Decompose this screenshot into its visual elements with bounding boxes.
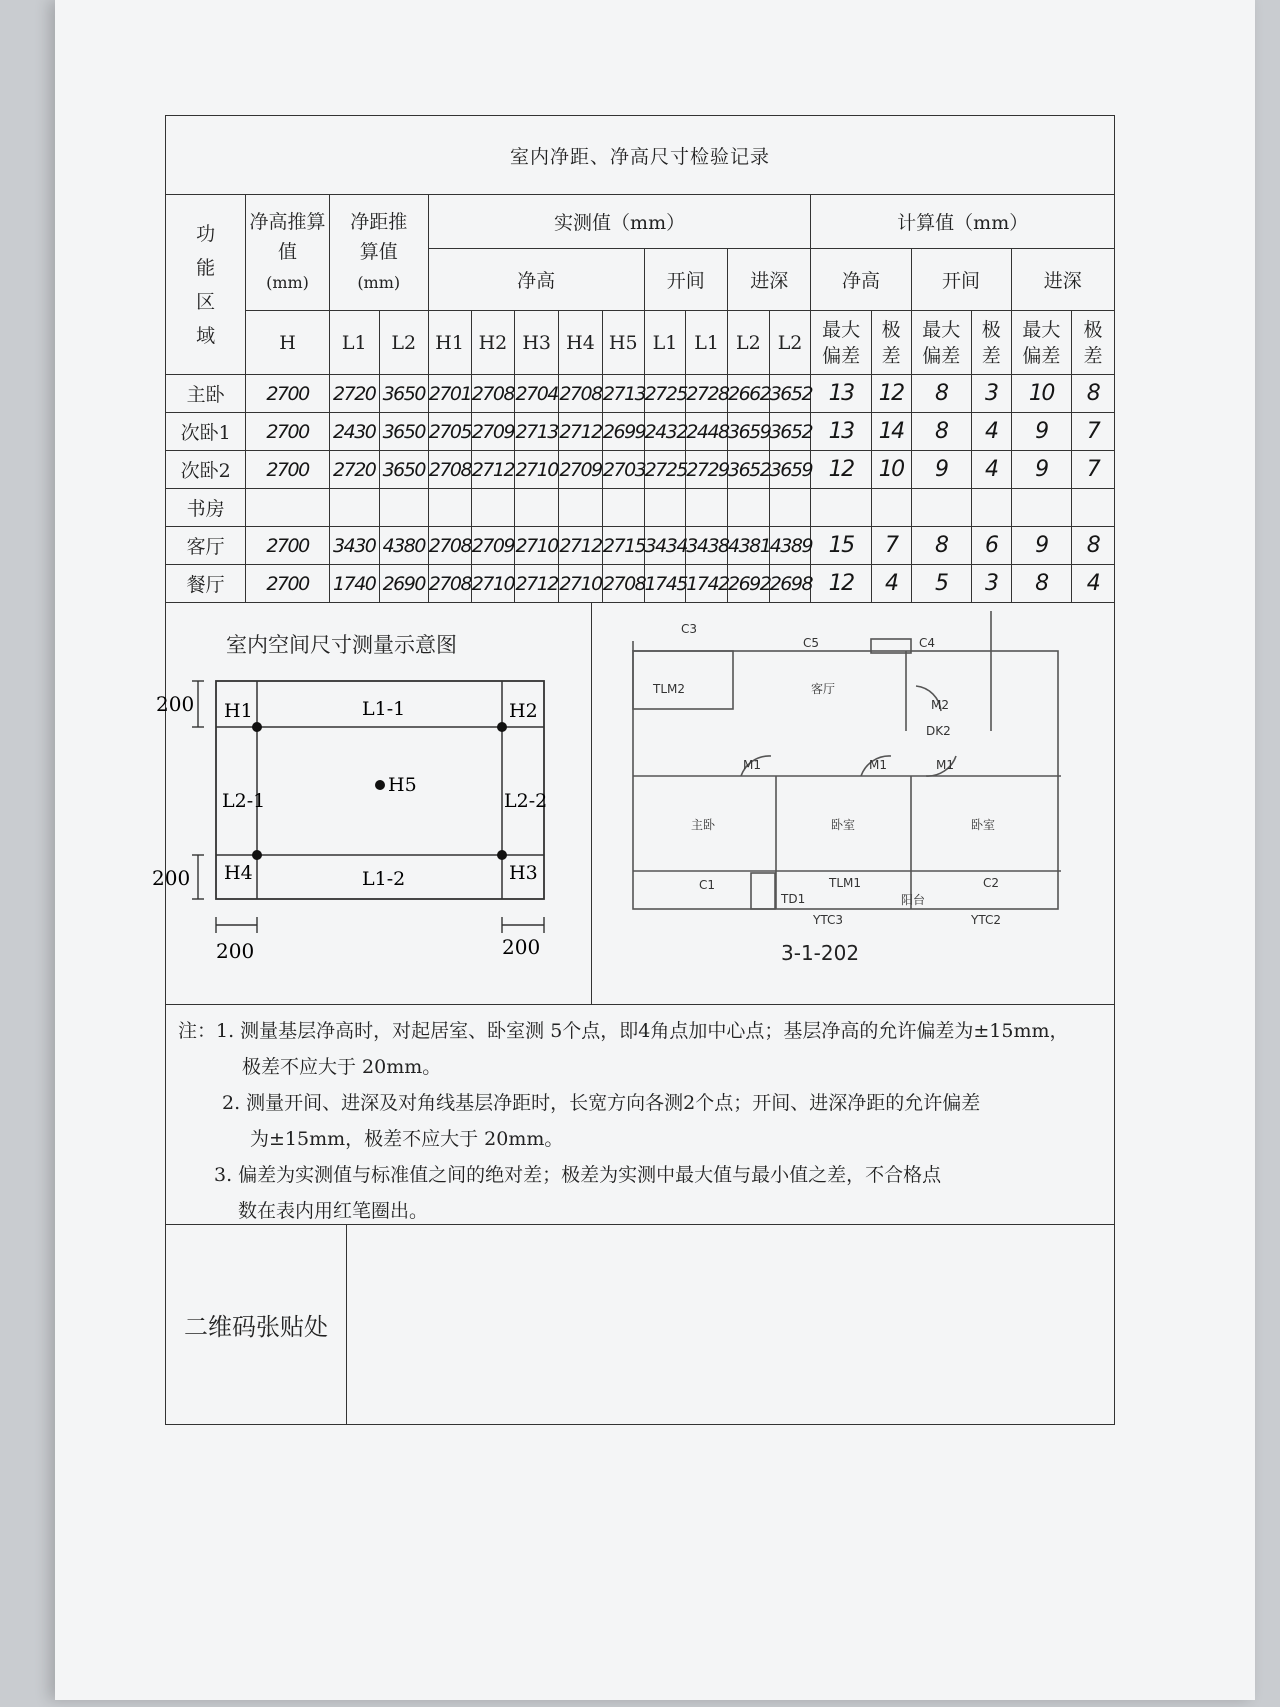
row-value-cell: 2708 (428, 451, 471, 489)
dim-right-label: 200 (502, 935, 541, 959)
measure-diagram (152, 603, 592, 1005)
point-h1 (252, 722, 262, 732)
row-value-cell: 2709 (471, 413, 515, 451)
row-value-cell: 8 (911, 527, 971, 565)
row-value-cell (329, 489, 379, 527)
plan-label-c4: C4 (919, 636, 936, 650)
col-h1: H1 (428, 311, 471, 375)
row-value-cell: 2705 (428, 413, 471, 451)
plan-label-td1: TD1 (781, 892, 806, 906)
computed-header: 计算值（mm） (811, 195, 1115, 249)
measured-header: 实测值（mm） (428, 195, 811, 249)
row-value-cell: 15 (811, 527, 871, 565)
row-value-cell: 3652 (728, 451, 770, 489)
row-value-cell: 2713 (515, 413, 559, 451)
row-value-cell: 2710 (471, 565, 515, 603)
table-row (166, 451, 1115, 489)
col-bay-range: 极差 (971, 311, 1011, 375)
row-value-cell: 2430 (329, 413, 379, 451)
row-value-cell: 9 (911, 451, 971, 489)
row-value-cell: 2699 (602, 413, 644, 451)
row-value-cell: 10 (1011, 375, 1071, 413)
row-value-cell (1072, 489, 1115, 527)
row-value-cell: 8 (1072, 375, 1115, 413)
row-area-label: 次卧2 (166, 451, 246, 489)
row-value-cell: 3434 (644, 527, 686, 565)
col-m-l2b: L2 (769, 311, 811, 375)
row-value-cell: 2704 (515, 375, 559, 413)
row-value-cell: 7 (1072, 413, 1115, 451)
row-value-cell: 8 (1011, 565, 1071, 603)
row-value-cell: 3652 (769, 413, 811, 451)
dim-top-label: 200 (156, 692, 195, 716)
note-3: 3. 偏差为实测值与标准值之间的绝对差；极差为实测中最大值与最小值之差，不合格点 (214, 1164, 942, 1186)
col-l1: L1 (329, 311, 379, 375)
table-row (166, 565, 1115, 603)
col-m-l1a: L1 (644, 311, 686, 375)
row-value-cell: 9 (1011, 527, 1071, 565)
note-1-cont: 极差不应大于 20mm。 (242, 1056, 442, 1078)
col-depth-range: 极差 (1072, 311, 1115, 375)
row-value-cell: 1740 (329, 565, 379, 603)
m-bay-header: 开间 (644, 249, 727, 311)
qr-label: 二维码张贴处 (166, 1225, 347, 1424)
row-value-cell: 12 (871, 375, 911, 413)
row-value-cell (428, 489, 471, 527)
row-value-cell: 1745 (644, 565, 686, 603)
row-area-label: 客厅 (166, 527, 246, 565)
row-value-cell: 3650 (379, 413, 428, 451)
label-h4: H4 (224, 862, 253, 884)
point-h2 (497, 722, 507, 732)
col-m-l1b: L1 (686, 311, 728, 375)
c-bay-header: 开间 (911, 249, 1011, 311)
row-value-cell: 2708 (428, 527, 471, 565)
plan-label-dk2: DK2 (926, 724, 951, 738)
row-value-cell: 2720 (329, 451, 379, 489)
area-header: 功能区域 (166, 195, 246, 375)
col-depth-maxdev: 最大偏差 (1011, 311, 1071, 375)
row-value-cell: 10 (871, 451, 911, 489)
col-h-range: 极差 (871, 311, 911, 375)
row-value-cell (602, 489, 644, 527)
row-value-cell: 2708 (471, 375, 515, 413)
row-value-cell: 14 (871, 413, 911, 451)
row-value-cell: 2708 (428, 565, 471, 603)
table-row (166, 489, 1115, 527)
row-value-cell: 2701 (428, 375, 471, 413)
diagram-section (152, 603, 1115, 1005)
row-value-cell: 2710 (559, 565, 603, 603)
plan-label-c1: C1 (699, 878, 716, 892)
row-value-cell (811, 489, 871, 527)
row-value-cell (644, 489, 686, 527)
col-m-l2a: L2 (728, 311, 770, 375)
plan-label-living: 客厅 (811, 682, 836, 696)
row-value-cell: 2662 (728, 375, 770, 413)
height-calc-header: 净高推算值 (mm) (246, 195, 329, 311)
point-h3 (497, 850, 507, 860)
row-value-cell: 3659 (769, 451, 811, 489)
row-value-cell (559, 489, 603, 527)
plan-label-bedroom-a: 卧室 (831, 818, 856, 832)
col-h3: H3 (515, 311, 559, 375)
row-value-cell: 7 (1072, 451, 1115, 489)
col-bay-maxdev: 最大偏差 (911, 311, 971, 375)
note-3-cont: 数在表内用红笔圈出。 (238, 1200, 429, 1222)
row-value-cell: 2698 (769, 565, 811, 603)
row-value-cell (686, 489, 728, 527)
plan-label-m1-c: M1 (936, 758, 954, 772)
row-value-cell (769, 489, 811, 527)
row-value-cell: 2710 (515, 451, 559, 489)
row-value-cell: 13 (811, 413, 871, 451)
row-value-cell (379, 489, 428, 527)
label-h3: H3 (509, 862, 538, 884)
plan-label-m1-a: M1 (743, 758, 761, 772)
row-value-cell (971, 489, 1011, 527)
row-value-cell (246, 489, 329, 527)
row-value-cell: 4 (871, 565, 911, 603)
col-l2: L2 (379, 311, 428, 375)
qr-section (165, 1225, 1115, 1425)
point-h4 (252, 850, 262, 860)
row-value-cell: 7 (871, 527, 911, 565)
plan-label-tlm1: TLM1 (829, 876, 862, 890)
row-value-cell: 12 (811, 565, 871, 603)
col-h4: H4 (559, 311, 603, 375)
row-value-cell: 2703 (602, 451, 644, 489)
point-h5 (375, 780, 385, 790)
row-value-cell: 12 (811, 451, 871, 489)
label-l2-1: L2-1 (222, 790, 266, 812)
row-value-cell: 2709 (471, 527, 515, 565)
row-value-cell: 2715 (602, 527, 644, 565)
row-value-cell: 3652 (769, 375, 811, 413)
row-value-cell: 5 (911, 565, 971, 603)
plan-tlm2-block (633, 651, 733, 709)
label-l1-2: L1-2 (362, 868, 406, 890)
col-h5: H5 (602, 311, 644, 375)
qr-paste-area (347, 1225, 1114, 1424)
row-value-cell: 2710 (515, 527, 559, 565)
row-value-cell (871, 489, 911, 527)
plan-label-ytc2: YTC2 (971, 913, 1001, 927)
row-area-label: 次卧1 (166, 413, 246, 451)
plan-label-balcony: 阳台 (901, 893, 926, 907)
m-net-height-header: 净高 (428, 249, 644, 311)
col-h-maxdev: 最大偏差 (811, 311, 871, 375)
row-value-cell (1011, 489, 1071, 527)
row-value-cell: 2692 (728, 565, 770, 603)
m-depth-header: 进深 (728, 249, 811, 311)
plan-label-ytc3: YTC3 (813, 913, 843, 927)
row-value-cell: 2728 (686, 375, 728, 413)
row-value-cell: 3 (971, 375, 1011, 413)
row-value-cell: 8 (1072, 527, 1115, 565)
label-h1: H1 (224, 700, 253, 722)
floor-plan-svg (591, 611, 1113, 951)
row-value-cell: 2708 (602, 565, 644, 603)
row-value-cell: 9 (1011, 451, 1071, 489)
measure-diagram-title: 室内空间尺寸测量示意图 (226, 633, 457, 657)
plan-label-master: 主卧 (691, 818, 716, 832)
plan-label-c3: C3 (681, 622, 698, 636)
label-l1-1: L1-1 (362, 698, 406, 720)
row-value-cell: 2690 (379, 565, 428, 603)
row-value-cell: 2713 (602, 375, 644, 413)
row-value-cell: 4380 (379, 527, 428, 565)
row-value-cell: 2708 (559, 375, 603, 413)
row-value-cell: 2709 (559, 451, 603, 489)
row-value-cell: 8 (911, 413, 971, 451)
dist-calc-header: 净距推算值 (mm) (329, 195, 428, 311)
row-value-cell: 3650 (379, 451, 428, 489)
row-value-cell (471, 489, 515, 527)
plan-label-tlm2: TLM2 (653, 682, 686, 696)
table-row (166, 375, 1115, 413)
row-value-cell: 2725 (644, 451, 686, 489)
row-value-cell: 3430 (329, 527, 379, 565)
row-value-cell: 3650 (379, 375, 428, 413)
row-value-cell (728, 489, 770, 527)
row-value-cell: 2729 (686, 451, 728, 489)
row-value-cell: 4381 (728, 527, 770, 565)
record-table (165, 115, 1115, 603)
table-row (166, 527, 1115, 565)
row-value-cell: 13 (811, 375, 871, 413)
plan-label-m1-b: M1 (869, 758, 887, 772)
row-value-cell: 1742 (686, 565, 728, 603)
c-depth-header: 进深 (1011, 249, 1114, 311)
row-area-label: 主卧 (166, 375, 246, 413)
row-value-cell: 8 (911, 375, 971, 413)
row-value-cell: 2700 (246, 565, 329, 603)
row-value-cell: 2720 (329, 375, 379, 413)
row-value-cell: 2700 (246, 413, 329, 451)
col-h: H (246, 311, 329, 375)
dim-bottom-label: 200 (152, 866, 191, 890)
row-value-cell (911, 489, 971, 527)
measure-diagram-svg (152, 623, 591, 1003)
row-value-cell: 4 (1072, 565, 1115, 603)
plan-td1-box (751, 873, 775, 909)
note-2: 2. 测量开间、进深及对角线基层净距时，长宽方向各测2个点；开间、进深净距的允许偏差 (222, 1092, 981, 1114)
row-value-cell: 2700 (246, 527, 329, 565)
plan-label-c5: C5 (803, 636, 820, 650)
plan-label-bedroom-b: 卧室 (971, 818, 996, 832)
row-value-cell: 3 (971, 565, 1011, 603)
row-value-cell: 2712 (515, 565, 559, 603)
floor-plan-caption: 3-1-202 (781, 941, 860, 965)
row-value-cell: 2700 (246, 451, 329, 489)
col-h2: H2 (471, 311, 515, 375)
label-l2-2: L2-2 (504, 790, 548, 812)
note-1: 注：1. 测量基层净高时，对起居室、卧室测 5个点，即4角点加中心点；基层净高的允许偏差为±15mm， (178, 1020, 1069, 1042)
row-area-label: 餐厅 (166, 565, 246, 603)
row-value-cell: 4 (971, 413, 1011, 451)
row-value-cell: 3659 (728, 413, 770, 451)
plan-label-m2: M2 (931, 698, 949, 712)
notes-section (165, 1005, 1115, 1225)
table-row (166, 413, 1115, 451)
row-value-cell: 2448 (686, 413, 728, 451)
row-value-cell: 2700 (246, 375, 329, 413)
row-value-cell: 2432 (644, 413, 686, 451)
row-value-cell: 9 (1011, 413, 1071, 451)
row-area-label: 书房 (166, 489, 246, 527)
c-net-height-header: 净高 (811, 249, 911, 311)
row-value-cell: 3438 (686, 527, 728, 565)
form-title: 室内净距、净高尺寸检验记录 (166, 116, 1115, 195)
row-value-cell: 2712 (471, 451, 515, 489)
row-value-cell: 2712 (559, 527, 603, 565)
row-value-cell (515, 489, 559, 527)
record-form (152, 115, 1115, 1480)
note-2-cont: 为±15mm，极差不应大于 20mm。 (250, 1128, 564, 1150)
plan-label-c2: C2 (983, 876, 1000, 890)
floor-plan (591, 603, 1113, 1005)
label-h2: H2 (509, 700, 538, 722)
row-value-cell: 2712 (559, 413, 603, 451)
row-value-cell: 2725 (644, 375, 686, 413)
row-value-cell: 4 (971, 451, 1011, 489)
table-body (166, 375, 1115, 603)
row-value-cell: 4389 (769, 527, 811, 565)
label-h5: H5 (388, 774, 417, 796)
dim-left-label: 200 (216, 939, 255, 963)
row-value-cell: 6 (971, 527, 1011, 565)
